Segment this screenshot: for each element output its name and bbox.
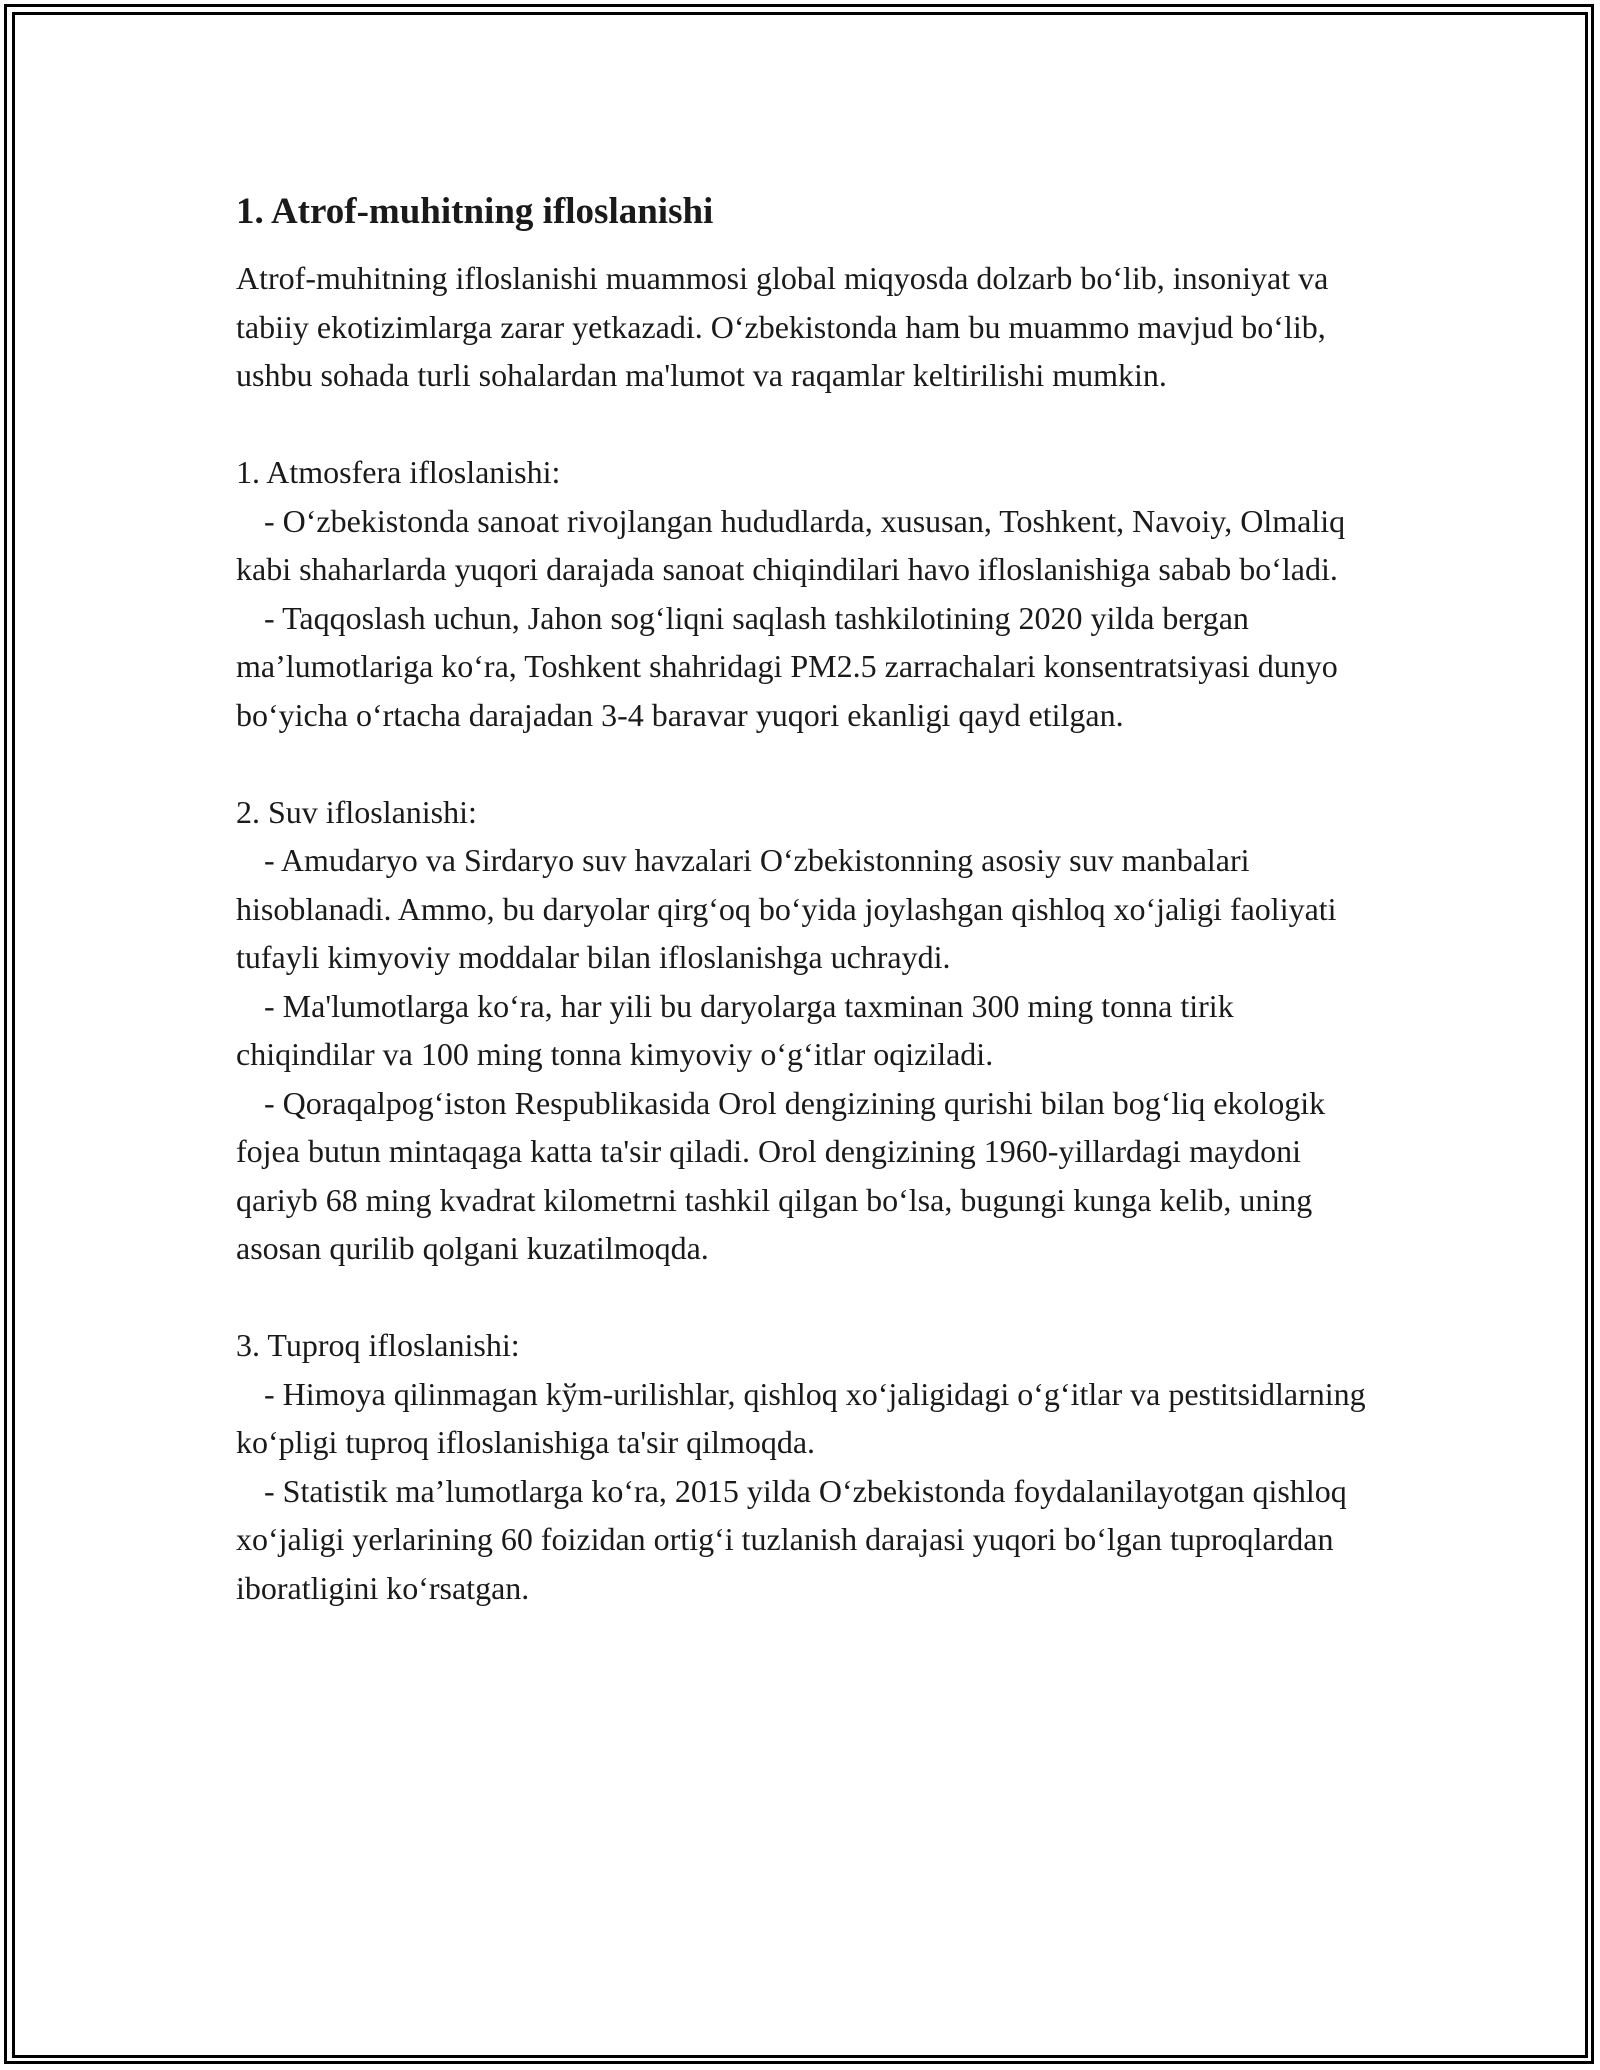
section-title: 2. Suv ifloslanishi:: [236, 793, 477, 830]
bullet-item: - Himoya qilinmagan kўm-urilishlar, qishloq xo‘jaligidagi o‘g‘itlar va pestitsidlarning ko‘pligi tuproq ifloslanishiga ta'sir qilmoqda.: [236, 1375, 1366, 1460]
bullet-item: - O‘zbekistonda sanoat rivojlangan hududlarda, xususan, Toshkent, Navoiy, Olmaliq kabi shaharlarda yuqori darajada sanoat chiqindilari havo ifloslanishiga sabab bo‘ladi.: [236, 502, 1346, 587]
section-soil: [236, 1321, 1366, 1612]
section-atmosphere: [236, 448, 1366, 739]
intro-paragraph: Atrof-muhitning ifloslanishi muammosi global miqyosda dolzarb bo‘lib, insoniyat va tabiiy ekotizimlarga zarar yetkazadi. O‘zbekistonda ham bu muammo mavjud bo‘lib, ushbu sohada turli sohalardan ma'lumot va raqamlar keltirilishi mumkin.: [236, 260, 1337, 393]
document-heading: 1. Atrof-muhitning ifloslanishi: [236, 191, 714, 232]
bullet-item: - Ma'lumotlarga ko‘ra, har yili bu daryolarga taxminan 300 ming tonna tirik chiqindilar va 100 ming tonna kimyoviy o‘g‘itlar oqiziladi.: [236, 987, 1234, 1072]
document-body: [236, 188, 1366, 1612]
bullet-item: - Amudaryo va Sirdaryo suv havzalari O‘zbekistonning asosiy suv manbalari hisoblanadi. Ammo, bu daryolar qirg‘oq bo‘yida joylashgan qishloq xo‘jaligi faoliyati tufayli kimyoviy moddalar bilan ifloslanishga uchraydi.: [236, 842, 1337, 975]
section-title: 3. Tuproq ifloslanishi:: [236, 1327, 520, 1363]
bullet-item: - Qoraqalpog‘iston Respublikasida Orol dengizining qurishi bilan bog‘liq ekologik fojea butun mintaqaga katta ta'sir qiladi. Orol dengizining 1960-yillardagi maydoni qariyb 68 ming kvadrat kilometrni tashkil qilgan bo‘lsa, bugungi kunga kelib, uning asosan qurilib qolgani kuzatilmoqda.: [236, 1084, 1326, 1266]
bullet-item: - Statistik ma’lumotlarga ko‘ra, 2015 yilda O‘zbekistonda foydalanilayotgan qishloq xo‘jaligi yerlarining 60 foizidan ortig‘i tuzlanish darajasi yuqori bo‘lgan tuproqlardan iboratligini ko‘rsatgan.: [236, 1472, 1347, 1606]
section-title: 1. Atmosfera ifloslanishi:: [236, 454, 561, 490]
bullet-item: - Taqqoslash uchun, Jahon sog‘liqni saqlash tashkilotining 2020 yilda bergan ma’lumotlariga ko‘ra, Toshkent shahridagi PM2.5 zarrachalari konsentratsiyasi dunyo bo‘yicha o‘rtacha darajadan 3-4 baravar yuqori ekanligi qayd etilgan.: [236, 599, 1338, 733]
section-water: [236, 788, 1366, 1273]
